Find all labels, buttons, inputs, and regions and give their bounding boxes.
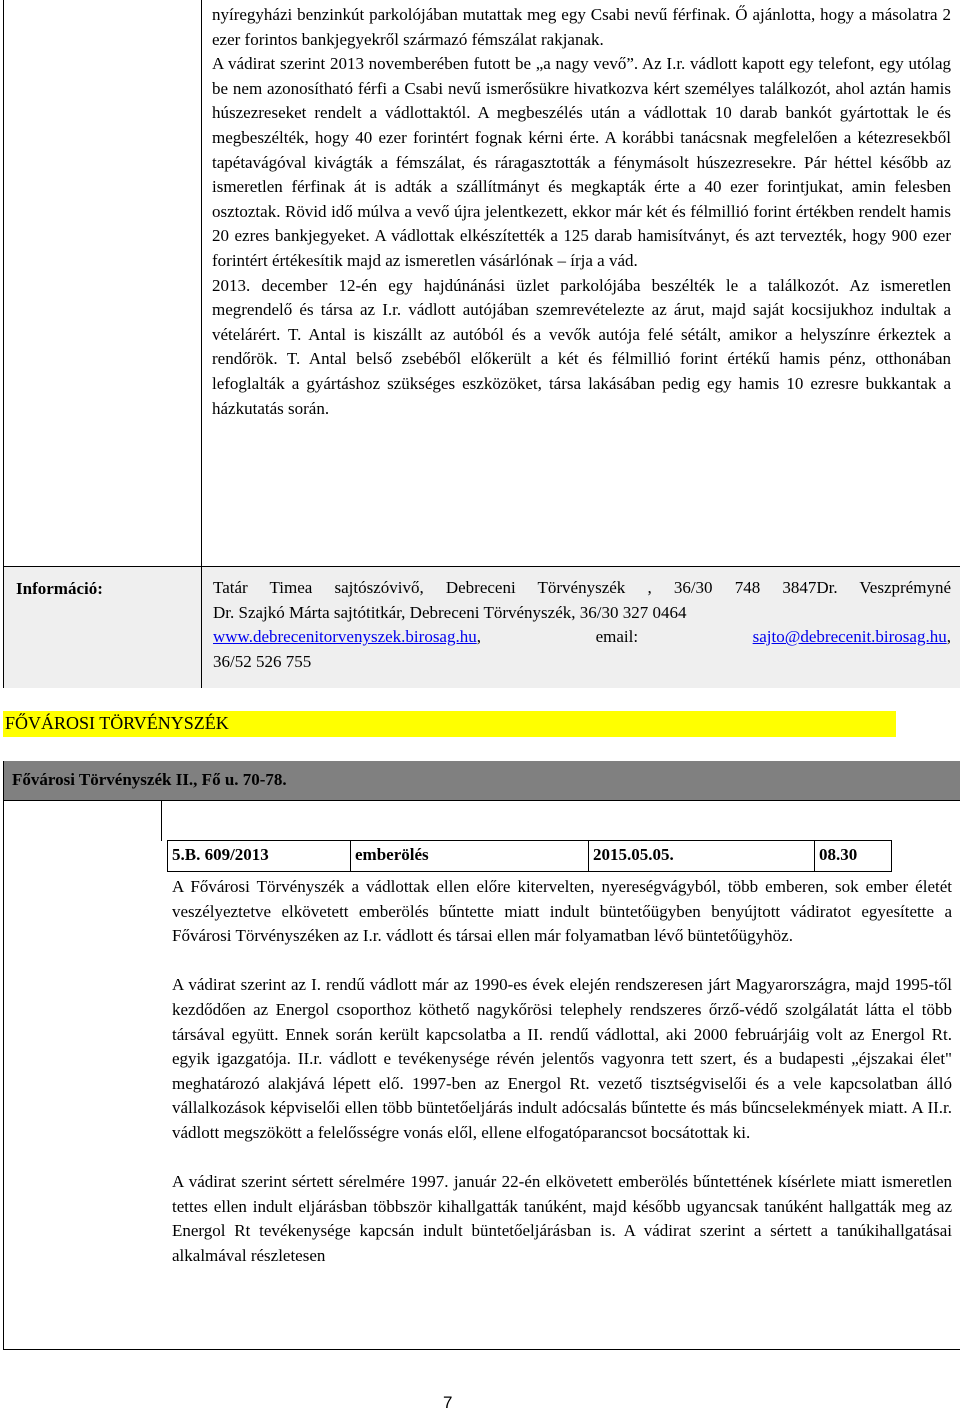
info-line-1: Tatár Timea sajtószóvivő, Debreceni Törvényszék , 36/30 748 3847Dr. Veszprémyné: [213, 578, 951, 597]
spacer-row: [4, 800, 960, 840]
case-paragraph-2: A vádirat szerint az I. rendű vádlott már az 1990-es évek elején rendszeresen járt Magyarországra, majd 1995-től kezdődően az Energol csoporthoz köthető nagykőrösi telephely rendszeres őrző-védő szolgálatát látta el több társával együtt. Ennek során került kapcsolatba a II. rendű vádlottal, aki 2000 februárjáig volt az Energol Rt. egyik igazgatója. II.r. vádlott e tevékenysége révén jelentős vagyonra tett szert, és a budapesti „éjszakai élet" meghatározó alakjává lépett elő. 1997-ben az Energol Rt. vezető tisztségviselői és a vele kapcsolatban álló vállalkozások képviselői ellen több büntetőeljárás indult adócsalás bűntette és más bűncselekmények miatt. A II.r. vádlott megszökött a felelősségre vonás elől, ellene elfogatóparancsot bocsátottak ki.: [172, 975, 952, 1142]
address-bar: [4, 761, 960, 800]
info-line-2: Dr. Szajkó Márta sajtótitkár, Debreceni Törvényszék, 36/30 327 0464: [213, 602, 687, 622]
top-table: [3, 0, 960, 688]
court-heading-text: FŐVÁROSI TÖRVÉNYSZÉK: [5, 713, 229, 733]
case-body-text: [172, 875, 952, 1269]
court-heading: [3, 711, 896, 737]
website-link[interactable]: www.debrecenitorvenyszek.birosag.hu: [213, 627, 477, 647]
info-row: [4, 566, 960, 688]
page-number: 7: [443, 1393, 453, 1412]
spacer-right-cell: [162, 800, 960, 841]
top-left-cell: [4, 0, 202, 566]
info-contact-text: [213, 576, 951, 674]
info-label-cell: [4, 567, 202, 688]
email-link[interactable]: sajto@debrecenit.birosag.hu: [752, 627, 947, 647]
case-type: emberölés: [351, 841, 589, 871]
top-right-cell: [202, 0, 960, 566]
case-header-table: [167, 840, 892, 872]
case-number: 5.B. 609/2013: [168, 841, 351, 871]
top-paragraph-2: A vádirat szerint 2013 novemberében futott be „a nagy vevő”. Az I.r. vádlott kapott egy telefont, egy utólag be nem azonosítható férfi a Csabi nevű ismerősükre hivatkozva kért személyes találkozót, ahol aztán hamis húszezreseket rendelt a vádlottaktól. A megbeszélés után a vádlottak 10 darab bankót gyártottak le és megbeszélték, hogy 40 ezer forintért fognak kérni érte. A korábbi tanácsnak megfelelően a kétezresekből tapétavágóval kivágták a fémszálat, és ráragasztották a fénymásolt húszezresekre. Pár héttel később az ismeretlen férfinak át is adták a szállítmányt és megkapták érte a 40 ezer forintjukat, amin felesben osztoztak. Rövid idő múlva a vevő újra jelentkezett, ekkor már két és félmillió forint értékben rendelt hamis 20 ezres bankjegyeket. A vádlottak elkészítették a 125 darab hamisítványt, és azt tervezték, hogy 900 ezer forintért értékesítik majd az ismeretlen vásárlónak – írja a vád.: [212, 54, 951, 270]
top-body-text: [212, 3, 951, 421]
case-box: [3, 761, 960, 1350]
info-line-4: 36/52 526 755: [213, 651, 312, 671]
top-paragraph-3: 2013. december 12-én egy hajdúnánási üzlet parkolójába beszélték le a találkozót. Az ismeretlen megrendelő és társa az I.r. vádlott autójában szemrevételezte az árut, majd saját kocsijukhoz indultak a vételárért. T. Antal is kiszállt az autóból és a vevők autója felé sétált, amikor a helyszínre érkeztek a rendőrök. T. Antal belső zsebéből előkerült a két és félmillió forint értékű hamis pénz, otthonában lefoglalták a gyártáshoz szükséges eszközöket, társa lakásában pedig egy hamis 10 ezresre bukkantak a házkutatás során.: [212, 275, 951, 418]
website-suffix: ,: [476, 627, 481, 647]
case-time: 08.30: [819, 845, 858, 864]
info-line-3: [213, 625, 951, 650]
info-label: Információ:: [16, 579, 103, 598]
court-address: Fővárosi Törvényszék II., Fő u. 70-78.: [12, 770, 287, 789]
case-paragraph-1: A Fővárosi Törvényszék a vádlottak ellen előre kitervelten, nyereségvágyból, több emberen, sok ember életét veszélyeztetve elkövetett emberölés bűntette miatt indult büntetőügyben benyújtott vádiratot egyesítette a Fővárosi Törvényszéken az I.r. vádlott és társai ellen már folyamatban lévő büntetőügyhöz.: [172, 877, 952, 946]
spacer-left-cell: [4, 800, 162, 841]
email-suffix: ,: [946, 627, 951, 647]
email-label: email:: [595, 627, 639, 647]
case-date: 2015.05.05.: [589, 841, 815, 871]
case-paragraph-3: A vádirat szerint sértett sérelmére 1997. január 22-én elkövetett emberölés bűntettének kísérlete miatt ismeretlen tettes ellen indult eljárásban többször kihallgatták tanúként, majd később ugyancsak tanúként hallgatták meg az Energol Rt tevékenysége kapcsán indult büntetőeljárásban is. A vádirat szerint a sértett a tanúkihallgatásai alkalmával részletesen: [172, 1172, 952, 1265]
top-paragraph-1: nyíregyházi benzinkút parkolójában mutattak meg egy Csabi nevű férfinak. Ő ajánlotta, hogy a másolatra 2 ezer forintos bankjegyekről származó fémszálat rakjanak.: [212, 5, 951, 49]
